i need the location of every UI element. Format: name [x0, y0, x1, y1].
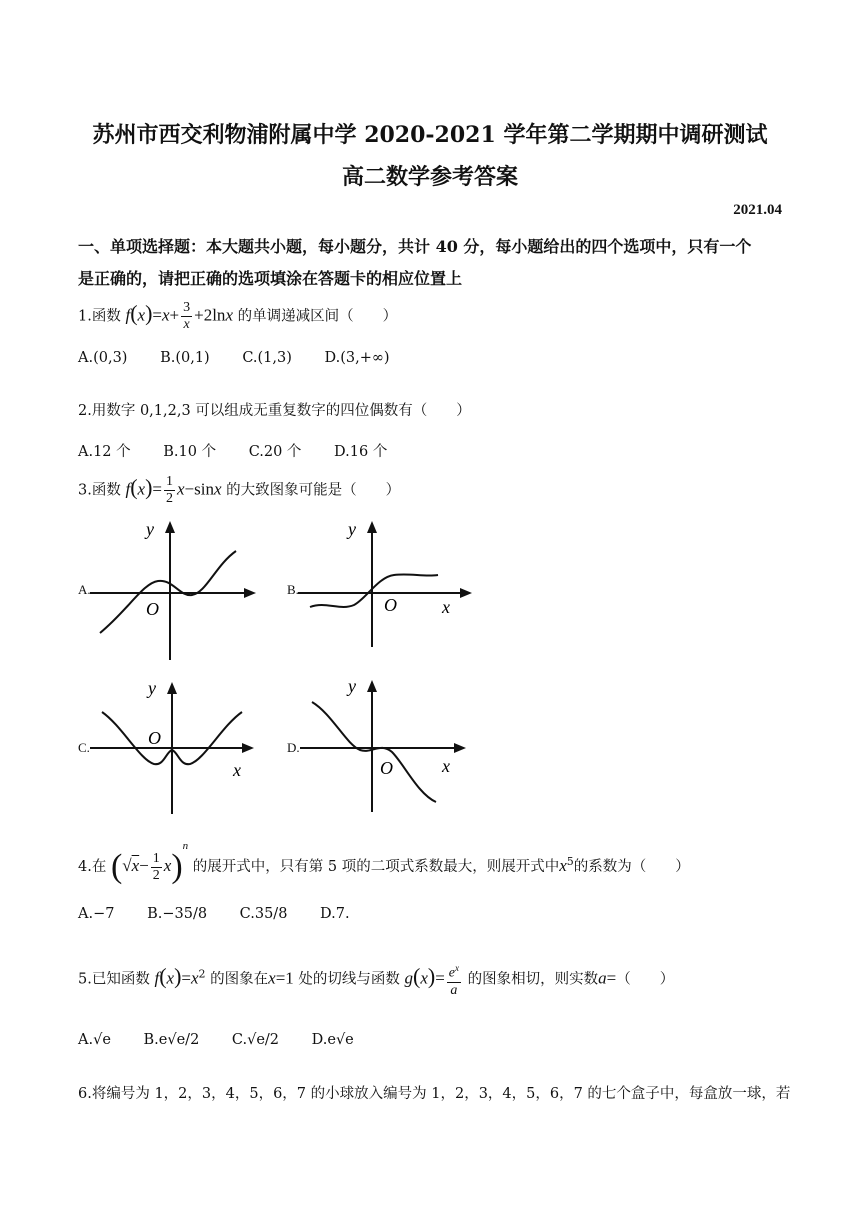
q4-option-a: A.−7 — [78, 906, 115, 922]
svg-text:x: x — [233, 760, 241, 780]
graph-b-label: B. — [287, 582, 299, 597]
graph-c-label: C. — [78, 740, 90, 755]
q2-options — [78, 440, 415, 461]
question-5: 5.已知函数 $f(x)=x^2$ 的图象在x=1 处的切线与函数 g(x)= $\frac{e^x}{a}$ 的图象相切，则实数a=（ ） — [78, 960, 674, 999]
q5-options — [78, 1032, 382, 1048]
svg-text:x: x — [442, 756, 450, 776]
q1-options — [78, 350, 418, 366]
svg-text:O: O — [146, 599, 159, 619]
q2-option-b: B.10 个 — [163, 444, 217, 460]
q1-option-a: A.(0,3) — [78, 350, 128, 366]
q2-option-a: A.12 个 — [78, 444, 131, 460]
q4-suffix2: 的系数为（ ） — [573, 859, 690, 875]
q4-option-c: C.35/8 — [239, 906, 288, 922]
q4-option-b: B.−35/8 — [147, 906, 208, 922]
svg-text:O: O — [384, 595, 397, 615]
svg-text:y: y — [348, 676, 356, 696]
q5-option-d: D.e√e — [311, 1032, 354, 1048]
q5-suffix2: （ ） — [616, 971, 675, 988]
svg-text:O: O — [148, 728, 161, 748]
q5-suffix: 的图象相切，则实数 — [467, 971, 599, 988]
document-title: 苏州市西交利物浦附属中学 2020-2021 学年第二学期期中调研测试 — [92, 122, 768, 148]
q1-prefix: 1.函数 — [78, 308, 121, 325]
q1-suffix: 的单调递减区间（ ） — [237, 308, 398, 325]
q1-option-c: C.(1,3) — [242, 350, 292, 366]
document-subtitle: 高二数学参考答案 — [341, 164, 518, 190]
q4-prefix: 4.在 — [78, 859, 107, 875]
q5-mid: 的图象在 — [210, 971, 269, 988]
svg-text:y: y — [148, 678, 156, 698]
q5-option-c: C.√e/2 — [231, 1032, 280, 1048]
graph-d — [298, 674, 478, 814]
svg-text:O: O — [380, 758, 393, 778]
q3-suffix: 的大致图象可能是（ ） — [226, 482, 401, 499]
question-3: 3.函数 f(x)= $\frac{1}{2}$ x−sinx 的大致图象可能是（ ） — [78, 474, 401, 506]
q5-prefix: 5.已知函数 — [78, 971, 150, 988]
q2-option-d: D.16 个 — [334, 444, 388, 460]
section-heading-line2: 是正确的，请把正确的选项填涂在答题卡的相应位置上 — [78, 269, 463, 288]
q1-option-b: B.(0,1) — [160, 350, 210, 366]
question-1: 1.函数 f(x)=x+ $\frac{3}{x}$ +2lnx 的单调递减区间（ ） — [78, 300, 398, 332]
graph-b — [296, 515, 476, 650]
q3-prefix: 3.函数 — [78, 482, 121, 499]
section-heading-line1: 一、单项选择题：本大题共小题，每小题分，共计 40 分，每小题给出的四个选项中，只有一个 — [78, 237, 752, 256]
q2-option-c: C.20 个 — [248, 444, 302, 460]
q5-option-b: B.e√e/2 — [143, 1032, 200, 1048]
q5-option-a: A.√e — [78, 1032, 111, 1048]
q4-option-d: D.7. — [320, 906, 350, 922]
question-2: 2.用数字 0,1,2,3 可以组成无重复数字的四位偶数有（ ） — [78, 403, 471, 419]
question-6: 6.将编号为 1，2，3，4，5，6，7 的小球放入编号为 1，2，3，4，5，6，7 的七个盒子中，每盒放一球，若 — [78, 1086, 791, 1102]
document-date: 2021.04 — [733, 202, 782, 218]
q1-formula: f — [125, 305, 131, 325]
svg-text:y: y — [348, 519, 356, 539]
q1-option-d: D.(3,+∞) — [324, 350, 390, 366]
svg-text:y: y — [146, 519, 154, 539]
graph-c — [88, 676, 263, 816]
q4-options — [78, 906, 378, 922]
graph-a — [88, 515, 258, 665]
graph-d-label: D. — [287, 740, 300, 755]
q5-mid2: 处的切线与函数 — [298, 971, 400, 988]
question-4: 4.在 (√x− $\frac{1}{2}$ x)$^n$ 的展开式中，只有第 5 项的二项式系数最大，则展开式中$x^5$的系数为（ ） — [78, 840, 690, 885]
graph-a-label: A. — [78, 582, 91, 597]
q4-suffix: 的展开式中，只有第 5 项的二项式系数最大，则展开式中 — [192, 859, 560, 875]
svg-text:x: x — [442, 597, 450, 617]
